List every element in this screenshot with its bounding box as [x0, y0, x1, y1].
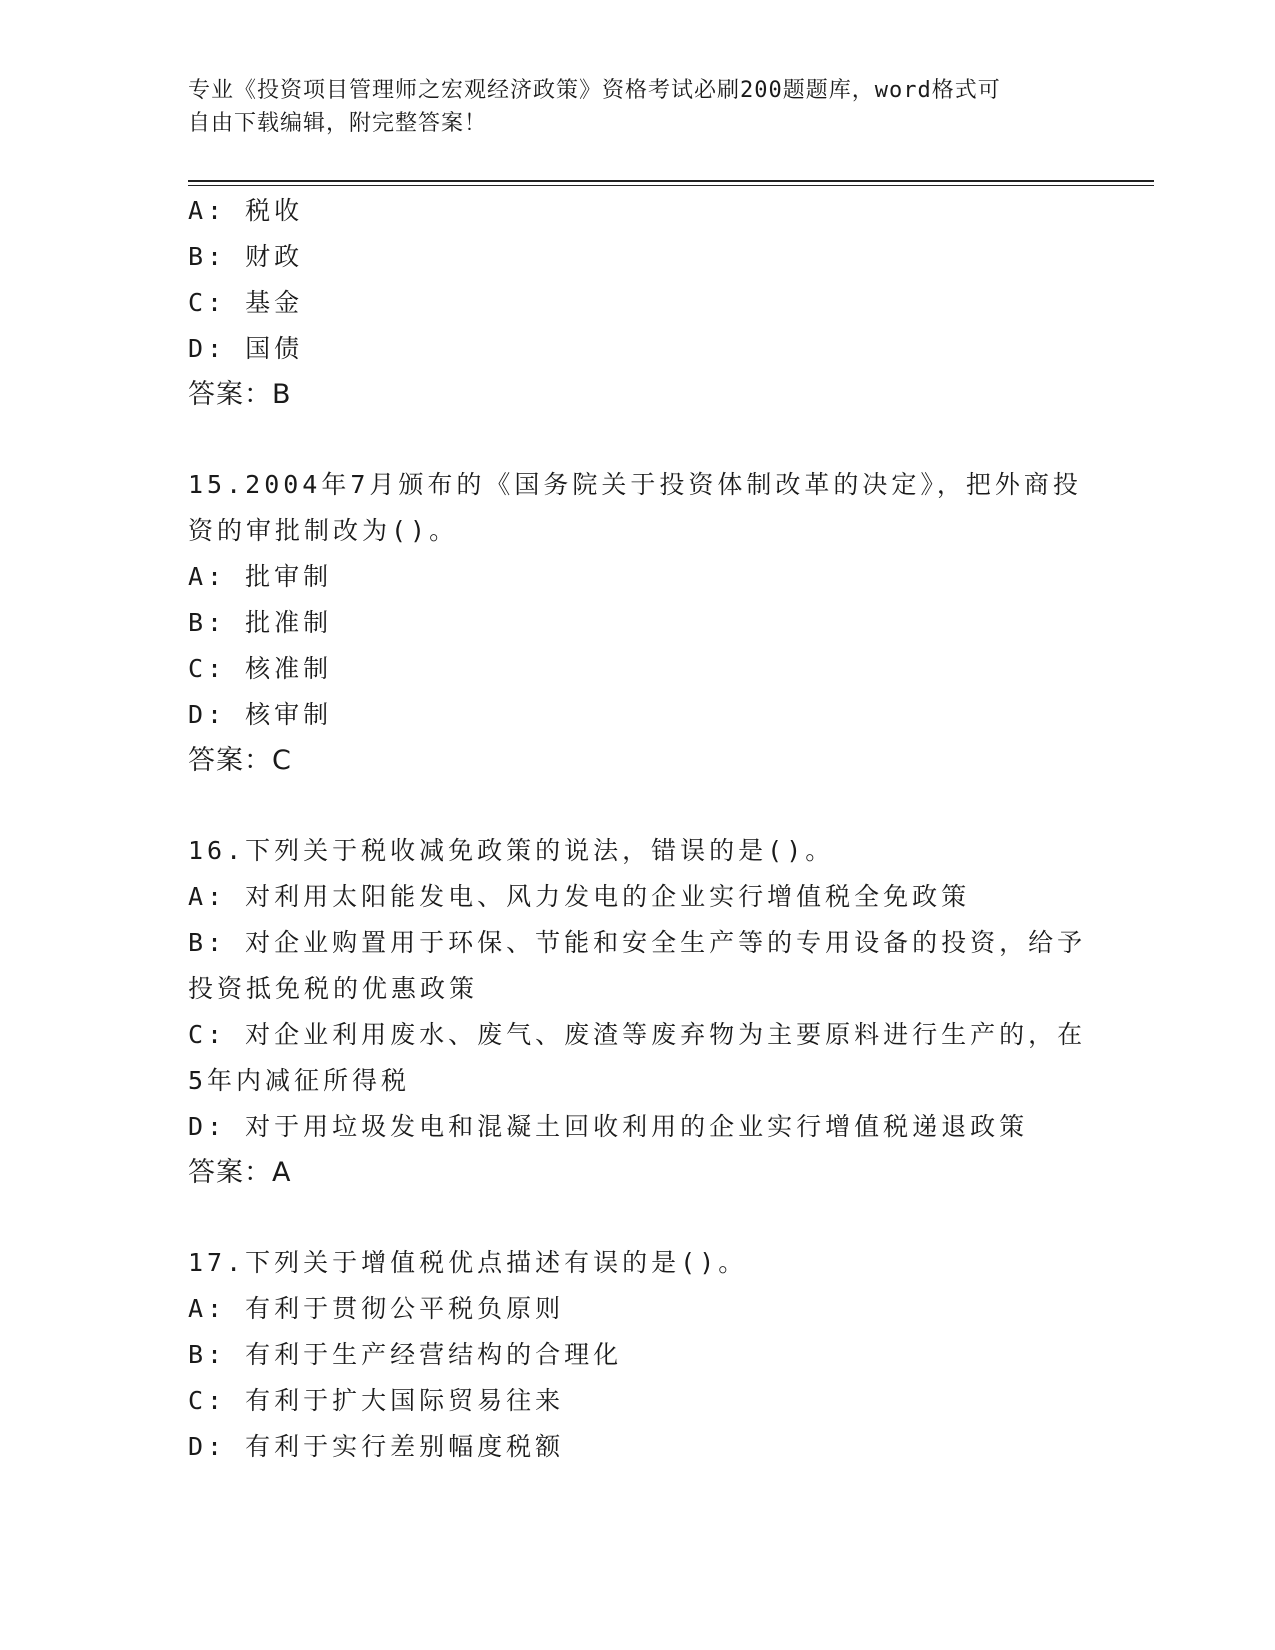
option-a: A: 批审制 — [188, 562, 333, 591]
option-b: B: 对企业购置用于环保、节能和安全生产等的专用设备的投资，给予 — [188, 928, 1087, 957]
option-b-continued: 投资抵免税的优惠政策 — [188, 974, 479, 1003]
question-stem: 17.下列关于增值税优点描述有误的是()。 — [188, 1248, 748, 1277]
option-c: C: 核准制 — [188, 654, 333, 683]
question-content — [188, 188, 1088, 1470]
option-a: A: 有利于贯彻公平税负原则 — [188, 1294, 565, 1323]
answer-line: 答案：C — [188, 745, 292, 776]
question-stem: 16.下列关于税收减免政策的说法，错误的是()。 — [188, 836, 835, 865]
spacer — [188, 784, 1088, 828]
option-a: A: 对利用太阳能发电、风力发电的企业实行增值税全免政策 — [188, 882, 971, 911]
option-b: B: 批准制 — [188, 608, 333, 637]
question-14 — [188, 188, 1088, 418]
question-stem: 15.2004年7月颁布的《国务院关于投资体制改革的决定》，把外商投 — [188, 470, 1082, 499]
option-d: D: 对于用垃圾发电和混凝土回收利用的企业实行增值税递退政策 — [188, 1112, 1029, 1141]
header-rule-thin — [188, 185, 1154, 186]
page-header — [188, 74, 1068, 140]
option-d: D: 核审制 — [188, 700, 333, 729]
option-d: D: 有利于实行差别幅度税额 — [188, 1432, 565, 1461]
question-stem-continued: 资的审批制改为()。 — [188, 516, 459, 545]
option-a: A: 税收 — [188, 196, 304, 225]
spacer — [188, 418, 1088, 462]
option-c: C: 基金 — [188, 288, 304, 317]
option-c-continued: 5年内减征所得税 — [188, 1066, 411, 1095]
question-17 — [188, 1240, 1088, 1470]
option-b: B: 财政 — [188, 242, 304, 271]
option-b: B: 有利于生产经营结构的合理化 — [188, 1340, 623, 1369]
option-d: D: 国债 — [188, 334, 304, 363]
header-line-1: 专业《投资项目管理师之宏观经济政策》资格考试必刷200题题库，word格式可 — [188, 78, 1001, 103]
header-line-2: 自由下载编辑，附完整答案！ — [188, 111, 488, 136]
answer-line: 答案：A — [188, 1157, 292, 1188]
question-16 — [188, 828, 1088, 1196]
header-rule-thick — [188, 180, 1154, 182]
option-c: C: 有利于扩大国际贸易往来 — [188, 1386, 565, 1415]
option-c: C: 对企业利用废水、废气、废渣等废弃物为主要原料进行生产的，在 — [188, 1020, 1087, 1049]
question-15 — [188, 462, 1088, 784]
spacer — [188, 1196, 1088, 1240]
answer-line: 答案：B — [188, 379, 292, 410]
